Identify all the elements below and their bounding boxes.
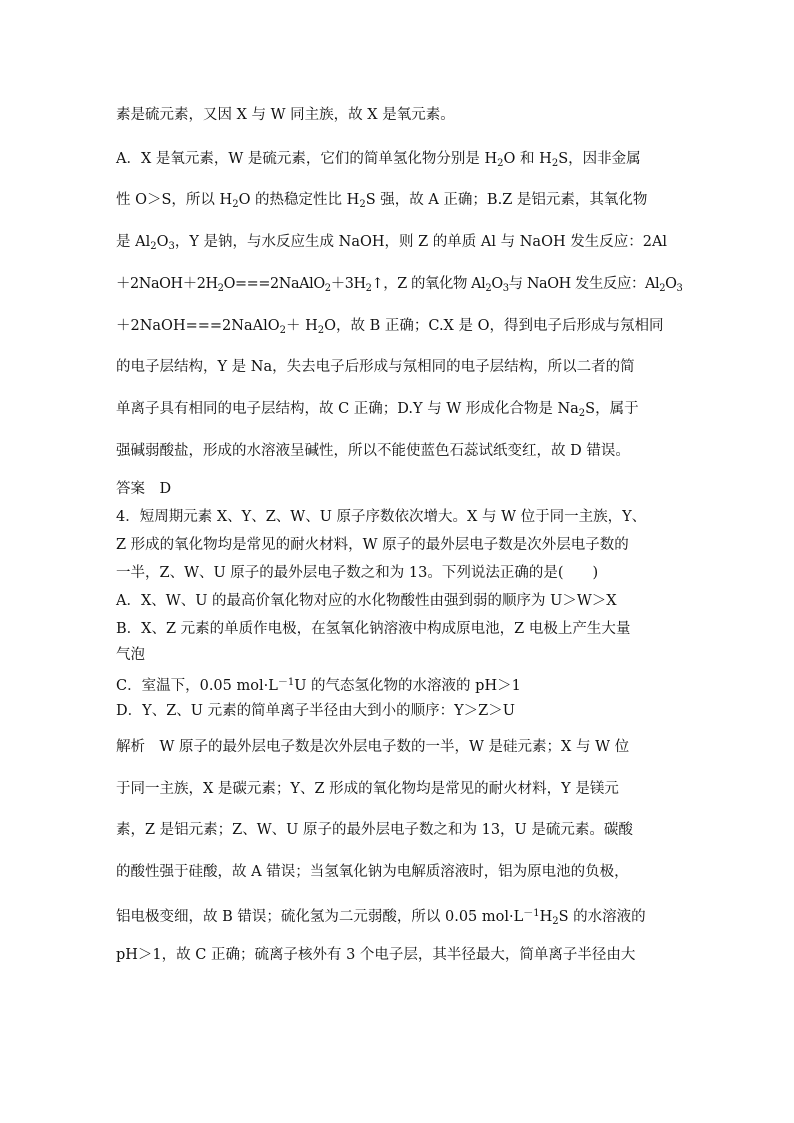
text-line: $+2NaOH+2H_2O===2NaAlO_2+3H_2↑$，Z 的氧化物 $Al_2O_3$与 NaOH 发生反应：$Al_2O_3$ (116, 276, 683, 294)
option-b: B．X、Z 元素的单质作电极，在氢氧化钠溶液中构成原电池，Z 电极上产生大量 (116, 621, 631, 637)
text-line: 强碱弱酸盐，形成的水溶液呈碱性，所以不能使蓝色石蕊试纸变红，故 D 错误。 (116, 443, 630, 459)
option-b-continued: 气泡 (116, 647, 145, 663)
analysis-line: 素，Z 是铝元素；Z、W、U 原子的最外层电子数之和为 13，U 是硫元素。碳酸 (116, 822, 633, 838)
text-line: 的电子层结构，Y 是 Na，失去电子后形成与氖相同的电子层结构，所以二者的简 (116, 359, 635, 375)
answer-line: 答案 D (116, 481, 172, 497)
analysis-line: 铝电极变细，故 B 错误；硫化氢为二元弱酸，所以 0.05 $mol\cdot L^{-1}H_2S$ 的水溶液的 (116, 908, 646, 927)
text-line: 性 O＞S，所以 $H_2O$ 的热稳定性比 $H_2S$ 强，故 A 正确；B.Z 是铝元素，其氧化物 (116, 192, 648, 210)
question-line: 4．短周期元素 X、Y、Z、W、U 原子序数依次增大。X 与 W 位于同一主族，Y、 (116, 509, 647, 525)
text-line: 素是硫元素，又因 X 与 W 同主族，故 X 是氧元素。 (116, 107, 455, 123)
analysis-line: pH＞1，故 C 正确；硫离子核外有 3 个电子层，其半径最大，简单离子半径由大 (116, 947, 636, 963)
analysis-line: 解析 W 原子的最外层电子数是次外层电子数的一半，W 是硅元素；X 与 W 位 (116, 739, 630, 755)
question-line: 一半，Z、W、U 原子的最外层电子数之和为 13。下列说法正确的是( ) (116, 565, 599, 581)
text-line: ＋2NaOH===2NaAlO$_2$＋ $H_2O$，故 B 正确；C.X 是 O，得到电子后形成与氖相同 (116, 318, 664, 336)
text-line: 单离子具有相同的电子层结构，故 C 正确；D.Y 与 W 形成化合物是 $Na_2S$，属于 (116, 401, 639, 419)
analysis-line: 于同一主族，X 是碳元素；Y、Z 形成的氧化物均是常见的耐火材料，Y 是镁元 (116, 781, 619, 797)
analysis-line: 的酸性强于硅酸，故 A 错误；当氢氧化钠为电解质溶液时，铝为原电池的负极， (116, 864, 629, 880)
question-line: Z 形成的氧化物均是常见的耐火材料，W 原子的最外层电子数是次外层电子数的 (116, 537, 629, 553)
option-a: A．X、W、U 的最高价氧化物对应的水化物酸性由强到弱的顺序为 U＞W＞X (116, 593, 617, 609)
text-line: A．X 是氧元素，W 是硫元素，它们的简单氢化物分别是 $H_2O$ 和 $H_2S$，因非金属 (116, 151, 641, 169)
text-line: 是 $Al_2O_3$，Y 是钠，与水反应生成 NaOH，则 Z 的单质 Al 与 NaOH 发生反应：2Al (116, 234, 668, 252)
option-c: C．室温下，0.05 $mol\cdot L^{-1}U$ 的气态氢化物的水溶液的 pH＞1 (116, 677, 521, 694)
option-d: D．Y、Z、U 元素的简单离子半径由大到小的顺序：Y＞Z＞U (116, 703, 515, 719)
